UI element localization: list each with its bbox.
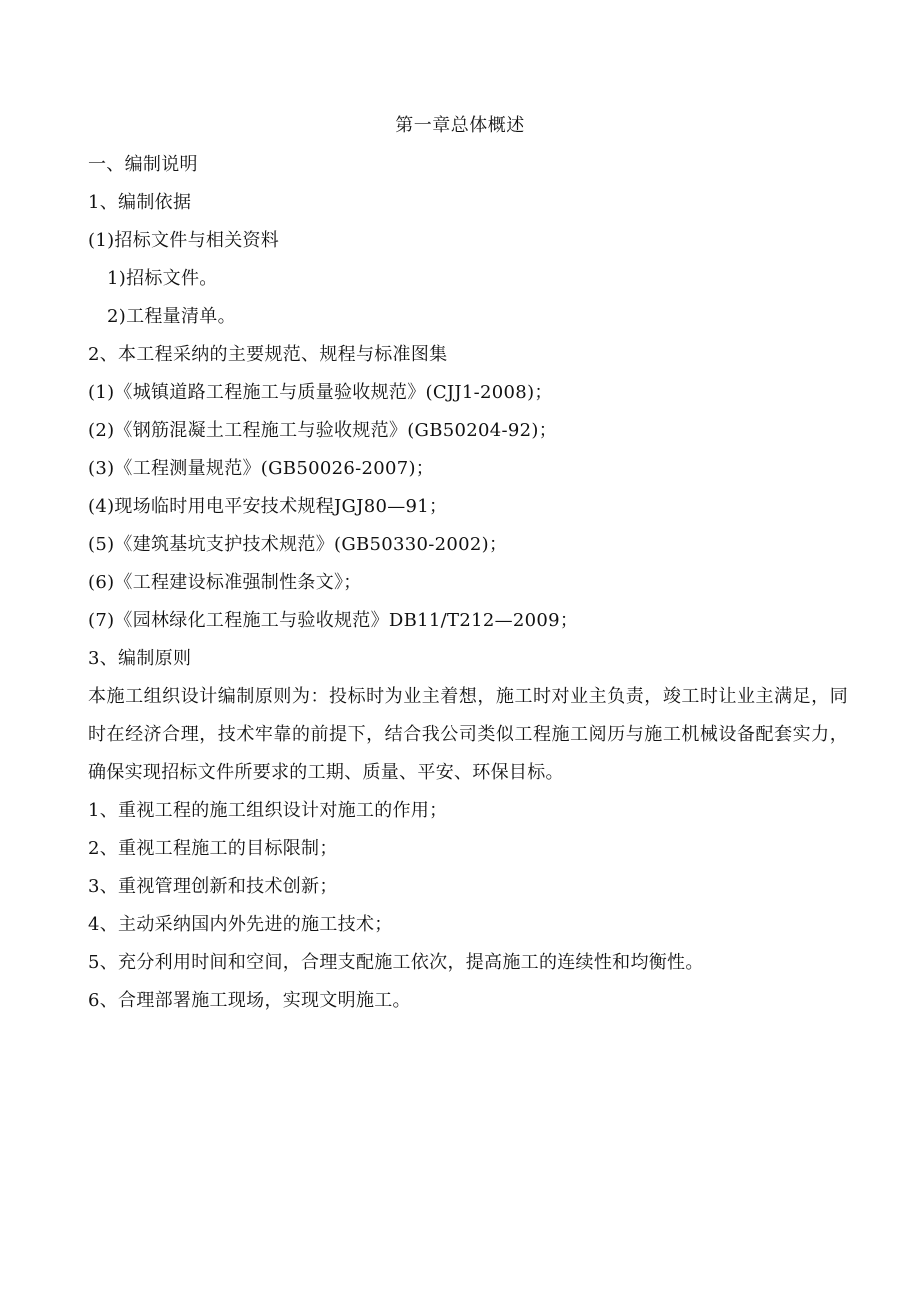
principle-item: 5、充分利用时间和空间，合理支配施工依次，提高施工的连续性和均衡性。 bbox=[88, 952, 704, 973]
section-heading: 一、编制说明 bbox=[88, 154, 198, 175]
principle-item: 4、主动采纳国内外先进的施工技术； bbox=[88, 914, 393, 935]
principle-item: 6、合理部署施工现场，实现文明施工。 bbox=[88, 990, 411, 1011]
standard-item: (1)《城镇道路工程施工与质量验收规范》(CJJ1-2008)； bbox=[88, 382, 553, 403]
standard-item: (2)《钢筋混凝土工程施工与验收规范》(GB50204-92)； bbox=[88, 420, 557, 441]
document-body bbox=[88, 146, 848, 1020]
standard-item: (4)现场临时用电平安技术规程JGJ80—91； bbox=[88, 496, 448, 517]
list-heading: (1)招标文件与相关资料 bbox=[88, 230, 280, 251]
list-item: 1)招标文件。 bbox=[107, 268, 218, 289]
chapter-title: 第一章总体概述 bbox=[395, 115, 525, 136]
subsection-heading: 3、编制原则 bbox=[88, 648, 192, 669]
standard-item: (7)《园林绿化工程施工与验收规范》DB11/T212—2009； bbox=[88, 610, 579, 631]
standard-item: (5)《建筑基坑支护技术规范》(GB50330-2002)； bbox=[88, 534, 508, 555]
subsection-heading: 1、编制依据 bbox=[88, 192, 192, 213]
principle-item: 2、重视工程施工的目标限制； bbox=[88, 838, 338, 859]
standard-item: (3)《工程测量规范》(GB50026-2007)； bbox=[88, 458, 435, 479]
standard-item: (6)《工程建设标准强制性条文》； bbox=[88, 572, 362, 593]
subsection-heading: 2、本工程采纳的主要规范、规程与标准图集 bbox=[88, 344, 448, 365]
principle-item: 3、重视管理创新和技术创新； bbox=[88, 876, 338, 897]
principle-paragraph: 本施工组织设计编制原则为：投标时为业主着想，施工时对业主负责，竣工时让业主满足，同时在经济合理，技术牢靠的前提下，结合我公司类似工程施工阅历与施工机械设备配套实力，确保实现招标文件所要求的工期、质量、平安、环保目标。 bbox=[88, 686, 848, 783]
list-item: 2)工程量清单。 bbox=[107, 306, 236, 327]
principle-item: 1、重视工程的施工组织设计对施工的作用； bbox=[88, 800, 448, 821]
